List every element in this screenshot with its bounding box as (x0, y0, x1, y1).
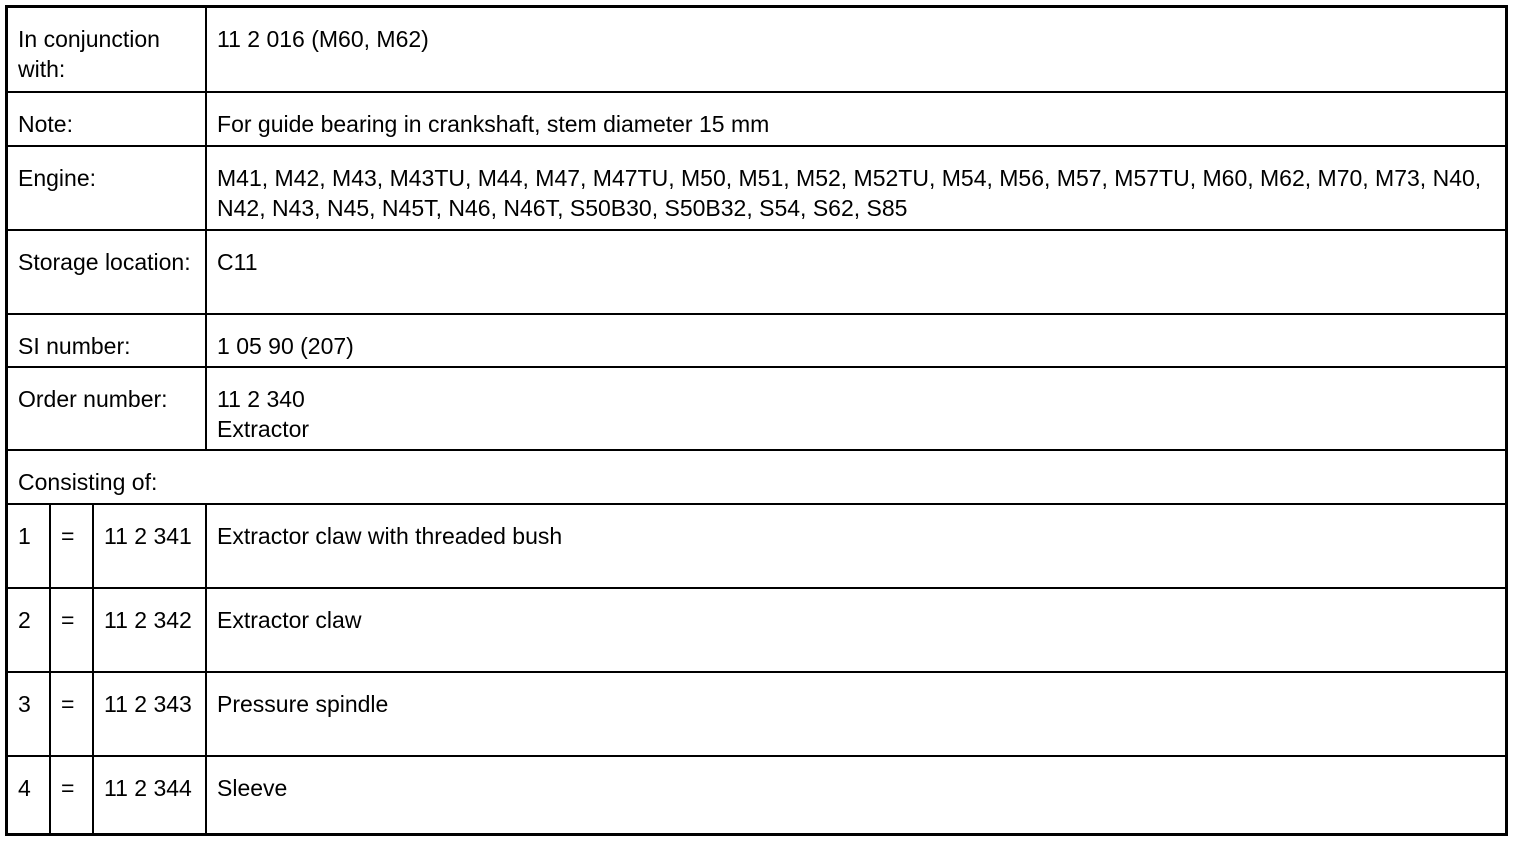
component-description: Pressure spindle (206, 672, 1505, 756)
component-separator: = (50, 756, 93, 833)
si-number-label: SI number: (8, 314, 206, 367)
parts-spec-sheet (5, 5, 1508, 836)
component-index: 3 (8, 672, 50, 756)
component-code: 11 2 344 (93, 756, 206, 833)
engine-row (8, 146, 1505, 230)
consisting-of-label: Consisting of: (8, 450, 1505, 504)
component-index: 1 (8, 504, 50, 588)
order-number-row (8, 367, 1505, 450)
in-conjunction-label: In conjunction with: (8, 8, 206, 92)
storage-label: Storage location: (8, 230, 206, 314)
order-number-cell (206, 367, 1505, 450)
component-description: Extractor claw (206, 588, 1505, 672)
note-value: For guide bearing in crankshaft, stem diameter 15 mm (206, 92, 1505, 146)
in-conjunction-row (8, 8, 1505, 92)
component-separator: = (50, 672, 93, 756)
component-index: 4 (8, 756, 50, 833)
note-row (8, 92, 1505, 146)
component-index: 2 (8, 588, 50, 672)
component-row (8, 672, 1505, 756)
component-row (8, 588, 1505, 672)
order-number-label: Order number: (8, 367, 206, 450)
storage-row (8, 230, 1505, 314)
parts-spec-table (8, 8, 1505, 833)
component-code: 11 2 341 (93, 504, 206, 588)
component-row (8, 756, 1505, 833)
component-separator: = (50, 588, 93, 672)
component-description: Extractor claw with threaded bush (206, 504, 1505, 588)
si-number-value: 1 05 90 (207) (206, 314, 1505, 367)
component-description: Sleeve (206, 756, 1505, 833)
in-conjunction-value: 11 2 016 (M60, M62) (206, 8, 1505, 92)
note-label: Note: (8, 92, 206, 146)
order-number-description: Extractor (217, 416, 310, 442)
component-code: 11 2 342 (93, 588, 206, 672)
component-separator: = (50, 504, 93, 588)
si-number-row (8, 314, 1505, 367)
component-code: 11 2 343 (93, 672, 206, 756)
engine-label: Engine: (8, 146, 206, 230)
storage-value: C11 (206, 230, 1505, 314)
consisting-of-row (8, 450, 1505, 504)
order-number-value: 11 2 340 (217, 386, 305, 412)
engine-value: M41, M42, M43, M43TU, M44, M47, M47TU, M50, M51, M52, M52TU, M54, M56, M57, M57TU, M60, M62, M70, M73, N40, N42, N43, N45, N45T, N46, N46T, S50B30, S50B32, S54, S62, S85 (206, 146, 1505, 230)
component-row (8, 504, 1505, 588)
